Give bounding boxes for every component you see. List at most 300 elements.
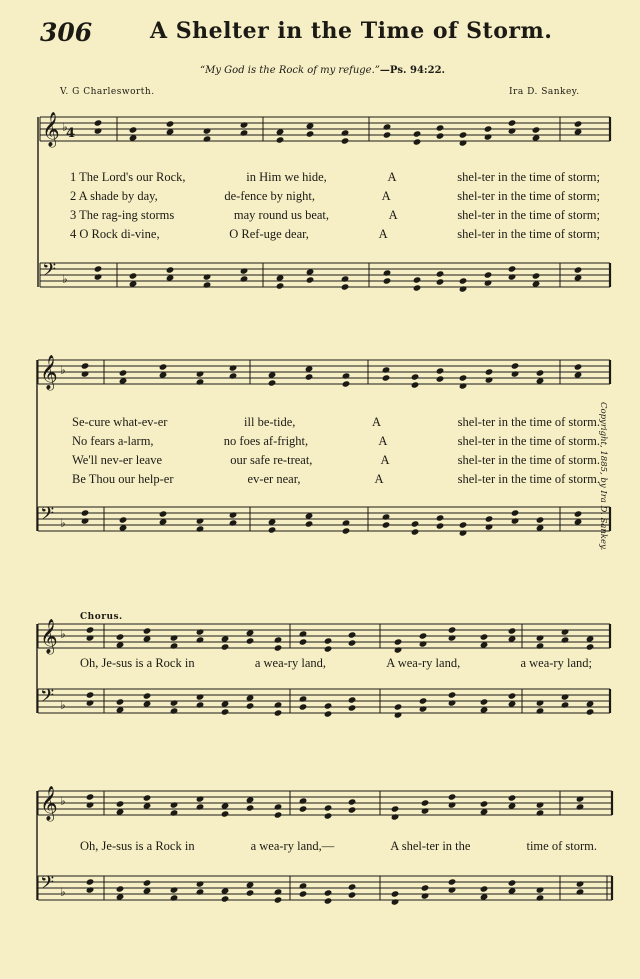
lyric-chunk: A [388,208,398,222]
note-head [196,378,205,385]
note-head [196,517,205,524]
note-head [274,644,283,651]
note-head [119,369,128,376]
note-head [246,637,255,644]
note-head [448,793,457,800]
note-head [413,130,422,137]
note-head [411,381,420,388]
note-head [576,795,585,802]
note-head [536,707,545,714]
lyric-chunk: shel-ter in the time of storm. [457,415,600,429]
note-head [129,272,138,279]
note-head [586,708,595,715]
lyric-chunk: 3 The rag-ing storms [70,208,175,222]
note-head [411,373,420,380]
flat-icon: ♭ [60,885,66,899]
note-head [274,888,283,895]
treble-clef-icon: 𝄞 [40,619,58,654]
note-head [81,509,90,516]
note-head [86,878,95,885]
note-head [229,519,238,526]
note-head [574,363,583,370]
note-head [324,897,333,904]
page-number: 306 [40,18,93,47]
lyric-chunk: No fears a-larm, [72,434,154,448]
note-head [166,120,175,127]
note-head [240,129,249,136]
note-head [341,137,350,144]
note-head [383,123,392,130]
note-head [394,703,403,710]
note-head [229,511,238,518]
verse-4-lyrics-b [72,472,600,487]
note-head [203,281,212,288]
note-head [324,645,333,652]
lyric-chunk: A shel-ter in the [390,839,471,853]
note-head [143,879,152,886]
note-head [508,265,517,272]
note-head [299,630,308,637]
note-head [561,628,570,635]
composer-credit: Ira D. Sankey. [509,87,580,97]
lyric-chunk: a wea-ry land, [254,656,326,670]
note-head [221,810,230,817]
note-head [508,627,517,634]
note-head [170,894,179,901]
note-head [485,523,494,530]
note-head [342,527,351,534]
note-head [299,638,308,645]
note-head [459,382,468,389]
note-head [86,699,95,706]
note-head [421,884,430,891]
note-head [459,521,468,528]
note-head [324,710,333,717]
note-head [276,136,285,143]
note-head [421,892,430,899]
lyric-chunk: shel-ter in the time of storm. [457,434,600,448]
note-head [536,699,545,706]
note-head [532,126,541,133]
note-head [116,800,125,807]
note-head [324,637,333,644]
note-head [274,811,283,818]
note-head [81,362,90,369]
note-head [511,362,520,369]
note-head [411,528,420,535]
verse-1-lyrics-b [72,415,600,430]
note-head [413,276,422,283]
note-head [484,271,493,278]
note-head [86,634,95,641]
note-head [536,634,545,641]
note-head [166,266,175,273]
note-head [536,642,545,649]
note-head [203,273,212,280]
verse-3-lyrics-b [72,453,600,468]
note-head [485,376,494,383]
lyric-chunk: O Ref-uge dear, [229,227,309,241]
note-head [119,516,128,523]
note-head [448,691,457,698]
note-head [459,139,468,146]
note-head [561,693,570,700]
note-head [436,522,445,529]
note-head [382,366,391,373]
note-head [324,702,333,709]
lyric-chunk: may round us beat, [233,208,330,222]
note-head [341,129,350,136]
hymn-title: A Shelter in the Time of Storm. [150,18,553,44]
note-head [94,119,103,126]
lyric-chunk: a wea-ry land; [520,656,592,670]
lyric-chunk: shel-ter in the time of storm; [457,189,600,203]
note-head [508,273,517,280]
flat-icon: ♭ [62,272,68,286]
note-head [536,369,545,376]
note-head [170,699,179,706]
lyric-chunk: Oh, Je-sus is a Rock in [80,656,195,670]
note-head [459,285,468,292]
lyric-chunk: de-fence by night, [224,189,315,203]
note-head [419,705,428,712]
note-head [196,880,205,887]
note-head [419,640,428,647]
note-head [221,895,230,902]
note-head [348,696,357,703]
lyric-chunk: A wea-ry land, [386,656,461,670]
note-head [436,375,445,382]
note-head [508,794,517,801]
lyric-chunk: in Him we hide, [246,170,327,184]
note-head [229,364,238,371]
note-head [196,370,205,377]
note-head [508,692,517,699]
note-head [419,697,428,704]
lyric-chunk: A [378,434,388,448]
note-head [170,886,179,893]
epigraph-quote: “My God is the Rock of my refuge.” [200,65,380,76]
note-head [411,520,420,527]
note-head [448,699,457,706]
note-head [574,266,583,273]
note-head [274,896,283,903]
note-head [536,886,545,893]
note-head [484,133,493,140]
flat-icon: ♭ [60,627,66,641]
lyric-chunk: A [381,189,391,203]
note-head [274,636,283,643]
note-head [391,813,400,820]
copyright-notice: Copyright, 1885, by Ira D. Sankey. [598,402,608,551]
note-head [268,379,277,386]
lyric-chunk: A [378,227,388,241]
note-head [299,805,308,812]
note-head [306,130,315,137]
note-head [561,701,570,708]
note-head [484,279,493,286]
note-head [536,516,545,523]
note-head [391,805,400,812]
note-head [382,513,391,520]
treble-clef-icon: 𝄞 [42,112,60,147]
note-head [459,374,468,381]
verse-1-lyrics-a [70,170,600,185]
lyric-chunk: 1 The Lord's our Rock, [70,170,186,184]
note-head [94,273,103,280]
note-head [196,636,205,643]
note-head [341,283,350,290]
note-head [196,795,205,802]
note-head [86,691,95,698]
note-head [511,517,520,524]
note-head [86,886,95,893]
note-head [391,890,400,897]
note-head [348,883,357,890]
treble-clef-icon: 𝄞 [40,786,58,821]
note-head [348,806,357,813]
note-head [480,800,489,807]
lyric-chunk: no foes af-fright, [223,434,309,448]
note-head [86,801,95,808]
lyric-chunk: A [380,453,390,467]
note-head [436,132,445,139]
note-head [480,698,489,705]
lyric-chunk: Se-cure what-ev-er [72,415,168,429]
chorus-lyrics-1 [80,656,592,671]
note-head [485,515,494,522]
note-head [342,519,351,526]
note-head [391,898,400,905]
note-head [143,794,152,801]
lyric-chunk: ill be-tide, [244,415,296,429]
note-head [348,704,357,711]
note-head [508,127,517,134]
note-head [561,636,570,643]
note-head [480,885,489,892]
note-head [116,698,125,705]
note-head [382,521,391,528]
note-head [203,135,212,142]
note-head [436,278,445,285]
note-head [170,634,179,641]
flat-icon: ♭ [60,516,66,530]
note-head [229,372,238,379]
note-head [348,798,357,805]
note-head [536,801,545,808]
note-head [383,277,392,284]
note-head [159,363,168,370]
flat-icon: ♭ [60,698,66,712]
lyric-chunk: shel-ter in the time of storm. [457,453,600,467]
bass-clef-icon: 𝄢 [42,260,57,285]
note-head [348,639,357,646]
note-head [196,693,205,700]
lyric-chunk: shel-ter in the time of storm; [457,170,600,184]
bass-clef-icon: 𝄢 [40,504,55,529]
chorus-lyrics-2 [80,839,597,854]
note-head [306,276,315,283]
note-head [421,807,430,814]
note-head [116,885,125,892]
note-head [536,809,545,816]
time-signature: 4 [66,126,76,141]
note-head [81,517,90,524]
note-head [342,380,351,387]
note-head [196,803,205,810]
note-head [246,702,255,709]
lyric-chunk: shel-ter in the time of storm; [457,227,600,241]
note-head [240,121,249,128]
lyric-chunk: A [387,170,397,184]
note-head [86,793,95,800]
note-head [484,125,493,132]
lyric-chunk: a wea-ry land,— [250,839,335,853]
note-head [348,631,357,638]
note-head [413,138,422,145]
lyric-chunk: A [374,472,384,486]
note-head [383,269,392,276]
note-head [274,803,283,810]
note-head [511,509,520,516]
flat-icon: ♭ [62,120,68,134]
lyric-chunk: Be Thou our help-er [72,472,174,486]
note-head [394,646,403,653]
lyric-chunk: our safe re-treat, [230,453,313,467]
note-head [246,804,255,811]
note-head [299,890,308,897]
note-head [246,889,255,896]
note-head [419,632,428,639]
note-head [342,372,351,379]
note-head [576,880,585,887]
note-head [268,526,277,533]
verse-2-lyrics-b [72,434,600,449]
note-head [436,270,445,277]
note-head [508,879,517,886]
note-head [170,642,179,649]
note-head [508,119,517,126]
note-head [348,891,357,898]
note-head [436,514,445,521]
note-head [196,701,205,708]
note-head [459,529,468,536]
note-head [240,267,249,274]
note-head [324,804,333,811]
note-head [94,265,103,272]
note-head [480,633,489,640]
note-head [574,510,583,517]
note-head [382,374,391,381]
lyric-chunk: shel-ter in the time of storm. [457,472,600,486]
flat-icon: ♭ [60,363,66,377]
note-head [196,525,205,532]
bass-clef-icon: 𝄢 [40,686,55,711]
note-head [221,708,230,715]
note-head [170,801,179,808]
author-credit: V. G Charlesworth. [60,87,155,97]
note-head [394,638,403,645]
note-head [536,894,545,901]
note-head [394,711,403,718]
lyric-chunk: shel-ter in the time of storm; [457,208,600,222]
note-head [448,886,457,893]
note-head [299,695,308,702]
note-head [459,277,468,284]
epigraph-reference: —Ps. 94:22. [379,65,446,76]
note-head [276,282,285,289]
note-head [81,370,90,377]
lyric-chunk: 4 O Rock di-vine, [70,227,160,241]
note-head [196,628,205,635]
note-head [159,510,168,517]
note-head [576,888,585,895]
note-head [299,703,308,710]
note-head [586,643,595,650]
note-head [448,634,457,641]
note-head [448,878,457,885]
note-head [436,367,445,374]
note-head [324,889,333,896]
chorus-label: Chorus. [80,612,123,622]
bass-clef-icon: 𝄢 [40,873,55,898]
note-head [413,284,422,291]
note-head [170,707,179,714]
note-head [116,633,125,640]
note-head [221,643,230,650]
note-head [86,626,95,633]
note-head [129,126,138,133]
note-head [143,692,152,699]
note-head [305,373,314,380]
note-head [305,520,314,527]
note-head [324,812,333,819]
treble-clef-icon: 𝄞 [40,355,58,390]
lyric-chunk: A [372,415,382,429]
note-head [436,124,445,131]
note-head [448,626,457,633]
flat-icon: ♭ [60,794,66,808]
note-head [532,272,541,279]
verse-3-lyrics-a [70,208,600,223]
note-head [576,803,585,810]
note-head [143,627,152,634]
lyric-chunk: 2 A shade by day, [70,189,158,203]
note-head [203,127,212,134]
note-head [383,131,392,138]
note-head [511,370,520,377]
lyric-chunk: time of storm. [526,839,597,853]
note-head [459,131,468,138]
note-head [299,797,308,804]
note-head [448,801,457,808]
note-head [485,368,494,375]
verse-4-lyrics-a [70,227,600,242]
note-head [196,888,205,895]
note-head [240,275,249,282]
note-head [574,120,583,127]
lyric-chunk: Oh, Je-sus is a Rock in [80,839,195,853]
note-head [274,701,283,708]
note-head [170,809,179,816]
verse-2-lyrics-a [70,189,600,204]
note-head [94,127,103,134]
note-head [341,275,350,282]
lyric-chunk: We'll nev-er leave [72,453,163,467]
note-head [274,709,283,716]
lyric-chunk: ev-er near, [247,472,301,486]
note-head [299,882,308,889]
